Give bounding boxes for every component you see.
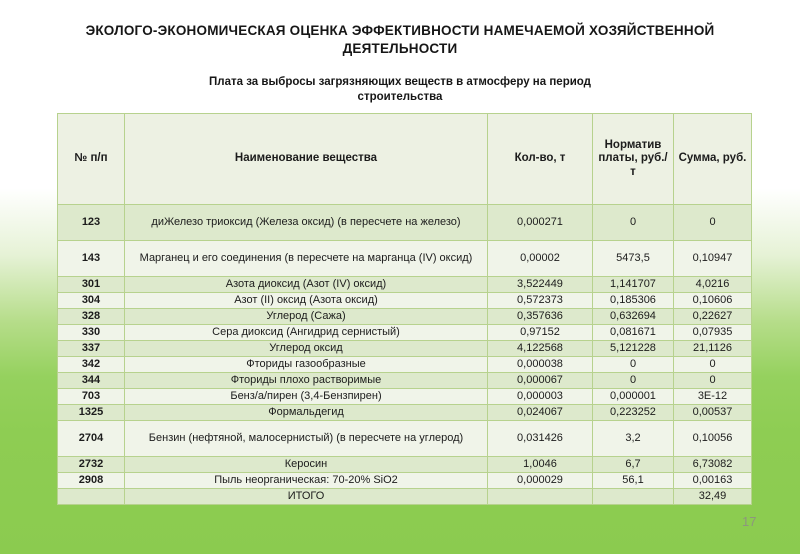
- cell-qty: 0,000067: [488, 373, 593, 389]
- table-header: [58, 114, 752, 205]
- cell-qty: 0,000038: [488, 357, 593, 373]
- cell-rate: 0: [593, 373, 674, 389]
- table-row: [58, 341, 752, 357]
- total-row: [58, 489, 752, 505]
- cell-id: 143: [58, 241, 125, 277]
- cell-id: 337: [58, 341, 125, 357]
- cell-name: Азот (II) оксид (Азота оксид): [125, 293, 488, 309]
- col-header-number: № п/п: [58, 114, 125, 205]
- cell-id: 330: [58, 325, 125, 341]
- cell-rate: 5,121228: [593, 341, 674, 357]
- cell-sum: 0,22627: [674, 309, 752, 325]
- cell-sum: 0: [674, 373, 752, 389]
- cell-rate: 0: [593, 357, 674, 373]
- table-row: [58, 241, 752, 277]
- table-body: [58, 205, 752, 505]
- cell-name: Фториды плохо растворимые: [125, 373, 488, 389]
- cell-name: Бенз/а/пирен (3,4-Бензпирен): [125, 389, 488, 405]
- cell-name: диЖелезо триоксид (Железа оксид) (в пересчете на железо): [125, 205, 488, 241]
- cell-sum: 0,00163: [674, 473, 752, 489]
- table-row: [58, 457, 752, 473]
- slide-title: ЭКОЛОГО-ЭКОНОМИЧЕСКАЯ ОЦЕНКА ЭФФЕКТИВНОСТИ НАМЕЧАЕМОЙ ХОЗЯЙСТВЕННОЙ ДЕЯТЕЛЬНОСТИ: [85, 23, 715, 57]
- table-row: [58, 357, 752, 373]
- cell-sum: 21,1126: [674, 341, 752, 357]
- slide-subtitle: Плата за выбросы загрязняющих веществ в атмосферу на период строительства: [209, 76, 591, 103]
- col-header-substance: Наименование вещества: [125, 114, 488, 205]
- cell-qty: 0,000271: [488, 205, 593, 241]
- cell-id: 2732: [58, 457, 125, 473]
- cell-qty: 4,122568: [488, 341, 593, 357]
- cell-name: Формальдегид: [125, 405, 488, 421]
- cell-id: 123: [58, 205, 125, 241]
- cell-id: 2908: [58, 473, 125, 489]
- table-row: [58, 325, 752, 341]
- cell-qty: 0,024067: [488, 405, 593, 421]
- cell-id: 328: [58, 309, 125, 325]
- cell-sum: 0,10056: [674, 421, 752, 457]
- page-number: 17: [742, 514, 757, 529]
- cell-sum: 3E-12: [674, 389, 752, 405]
- cell-qty: 0,00002: [488, 241, 593, 277]
- cell-name: Фториды газообразные: [125, 357, 488, 373]
- cell-id: 342: [58, 357, 125, 373]
- cell-sum: 0: [674, 205, 752, 241]
- cell-rate: 5473,5: [593, 241, 674, 277]
- cell-id: 304: [58, 293, 125, 309]
- table-row: [58, 293, 752, 309]
- col-header-rate: Норматив платы, руб./т: [593, 114, 674, 205]
- cell-rate: [593, 489, 674, 505]
- cell-qty: 0,000003: [488, 389, 593, 405]
- cell-rate: 0,081671: [593, 325, 674, 341]
- table-row: [58, 277, 752, 293]
- cell-qty: 3,522449: [488, 277, 593, 293]
- cell-name: Углерод оксид: [125, 341, 488, 357]
- cell-sum: 0,10606: [674, 293, 752, 309]
- cell-sum: 0: [674, 357, 752, 373]
- header-row: [58, 114, 752, 205]
- table-row: [58, 205, 752, 241]
- table-row: [58, 421, 752, 457]
- cell-name: Керосин: [125, 457, 488, 473]
- cell-id: 703: [58, 389, 125, 405]
- cell-qty: 0,572373: [488, 293, 593, 309]
- cell-rate: 1,141707: [593, 277, 674, 293]
- table-row: [58, 405, 752, 421]
- table-row: [58, 473, 752, 489]
- cell-sum: 4,0216: [674, 277, 752, 293]
- cell-qty: 0,357636: [488, 309, 593, 325]
- cell-rate: 0,223252: [593, 405, 674, 421]
- cell-rate: 56,1: [593, 473, 674, 489]
- table-row: [58, 389, 752, 405]
- table-row: [58, 309, 752, 325]
- cell-name: Пыль неорганическая: 70-20% SiO2: [125, 473, 488, 489]
- cell-rate: 0,185306: [593, 293, 674, 309]
- cell-sum: 0,10947: [674, 241, 752, 277]
- cell-id: [58, 489, 125, 505]
- cell-name: Азота диоксид (Азот (IV) оксид): [125, 277, 488, 293]
- cell-qty: 1,0046: [488, 457, 593, 473]
- cell-qty: 0,97152: [488, 325, 593, 341]
- cell-sum: 0,00537: [674, 405, 752, 421]
- col-header-quantity: Кол-во, т: [488, 114, 593, 205]
- cell-name: Сера диоксид (Ангидрид сернистый): [125, 325, 488, 341]
- cell-rate: 6,7: [593, 457, 674, 473]
- cell-qty: [488, 489, 593, 505]
- cell-id: 301: [58, 277, 125, 293]
- cell-qty: 0,031426: [488, 421, 593, 457]
- col-header-sum: Сумма, руб.: [674, 114, 752, 205]
- cell-name: Марганец и его соединения (в пересчете на марганца (IV) оксид): [125, 241, 488, 277]
- cell-sum: 6,73082: [674, 457, 752, 473]
- emissions-table: [57, 113, 752, 505]
- cell-rate: 3,2: [593, 421, 674, 457]
- cell-name: Бензин (нефтяной, малосернистый) (в пересчете на углерод): [125, 421, 488, 457]
- table-row: [58, 373, 752, 389]
- cell-rate: 0: [593, 205, 674, 241]
- cell-rate: 0,632694: [593, 309, 674, 325]
- cell-id: 344: [58, 373, 125, 389]
- cell-id: 1325: [58, 405, 125, 421]
- cell-sum: 0,07935: [674, 325, 752, 341]
- cell-name: ИТОГО: [125, 489, 488, 505]
- cell-id: 2704: [58, 421, 125, 457]
- cell-qty: 0,000029: [488, 473, 593, 489]
- cell-name: Углерод (Сажа): [125, 309, 488, 325]
- cell-rate: 0,000001: [593, 389, 674, 405]
- cell-sum: 32,49: [674, 489, 752, 505]
